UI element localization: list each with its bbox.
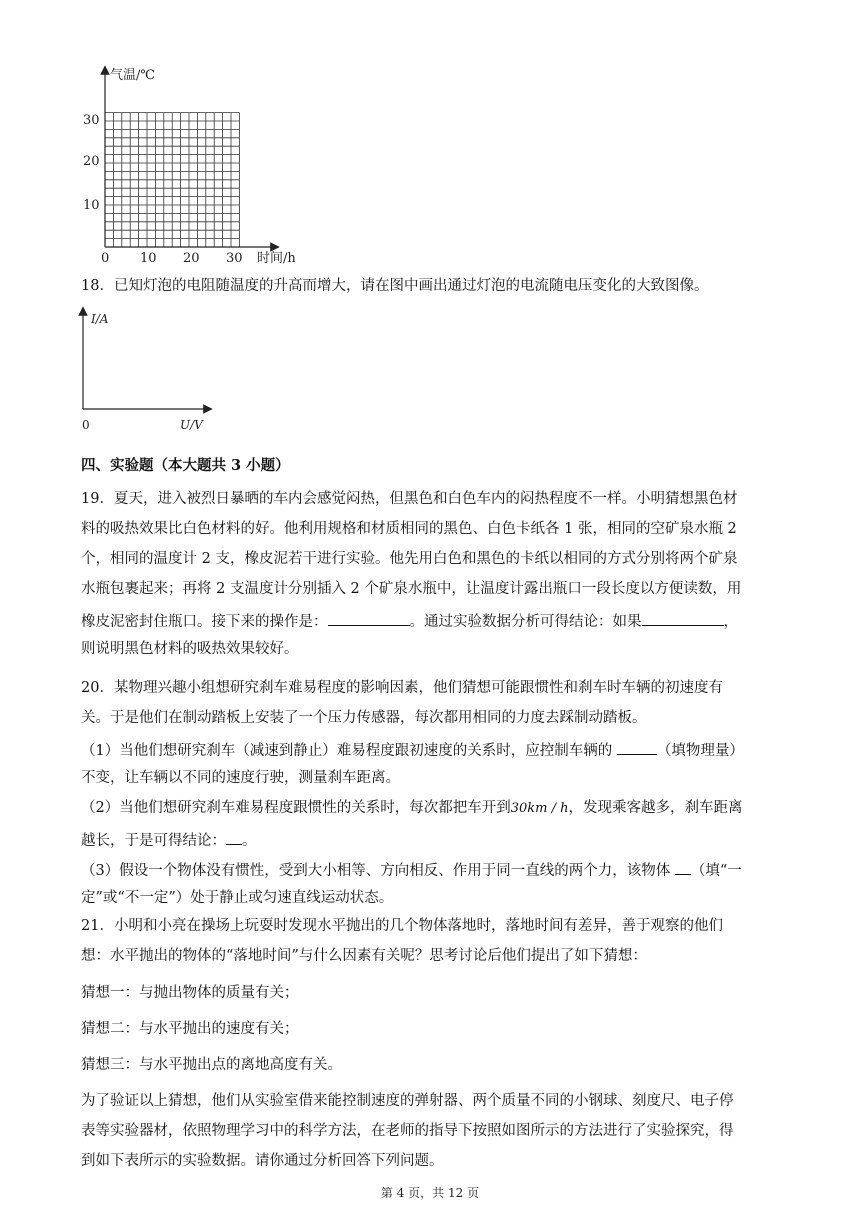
q19-l5c: ， [723,614,738,630]
x-tick-20: 20 [183,251,200,266]
y-tick-20: 20 [83,154,100,169]
answer-blank-conclusion[interactable] [226,828,242,845]
x-axis-label: 时间/h [257,251,296,266]
q20-l3b: （填物理量） [656,743,744,759]
q20-line-2: 关。于是他们在制动踏板上安装了一个压力传感器，每次都用相同的力度去踩制动踏板。 [81,710,647,726]
q21-line-5: 到如下表所示的实验数据。请你通过分析回答下列问题。 [81,1153,444,1169]
q20-l3a: （1）当他们想研究刹车（减速到静止）难易程度跟初速度的关系时，应控制车辆的 [81,743,617,759]
q20-l6a: 越长，于是可得结论： [81,833,226,849]
q20-line-4: 不变，让车辆以不同的速度行驶，测量刹车距离。 [81,770,400,786]
q20-l8a: 定”或“不一定” [81,890,176,906]
u-axis-label: U/V [180,418,203,432]
q19-line-3: 个，相同的温度计 2 支，橡皮泥若干进行实验。他先用白色和黑色的卡纸以相同的方式分别将两个矿泉 [81,551,738,567]
q21-line-2: 想：水平抛出的物体的“落地时间”与什么因素有关呢？思考讨论后他们提出了如下猜想： [81,948,647,964]
q20-line-3 [81,738,744,761]
section-4-title: 四、实验题（本大题共 3 小题） [81,457,290,474]
q19-line-4: 水瓶包裹起来；再将 2 支温度计分别插入 2 个矿泉水瓶中，让温度计露出瓶口一段长度以方便读数，用 [81,581,742,597]
i-axis-label: I/A [91,312,109,326]
q20-l7a: （3）假设一个物体没有惯性，受到大小相等、方向相反、作用于同一直线的两个力，该物体 [81,863,675,879]
q20-line-6 [81,828,257,851]
q21-guess-3: 猜想三：与水平抛出点的离地高度有关。 [81,1057,342,1073]
q19-line-6: 则说明黑色材料的吸热效果较好。 [81,641,299,657]
answer-blank-operation[interactable] [328,609,410,626]
x-tick-0: 0 [101,251,110,266]
q19-line-5 [81,609,738,632]
temperature-time-grid-graph [70,62,296,272]
q19-l5b: 。通过实验数据分析可得结论：如果 [409,614,642,630]
q20-line-8 [81,888,393,908]
q20-line-5 [81,798,743,819]
x-tick-10: 10 [140,251,157,266]
q19-line-2: 料的吸热效果比白色材料的好。他利用规格和材质相同的黑色、白色卡纸各 1 张，相同的空矿泉水瓶 2 [81,521,737,537]
q20-l5b: ，发现乘客越多，刹车距离 [568,800,743,816]
q21-line-3: 为了验证以上猜想，他们从实验室借来能控制速度的弹射器、两个质量不同的小钢球、刻度尺、电子停 [81,1093,734,1109]
q21-guess-1: 猜想一：与抛出物体的质量有关； [81,985,299,1001]
q20-l8b: ）处于静止或匀速直线运动状态。 [175,890,394,906]
q20-l5a: （2）当他们想研究刹车难易程度跟惯性的关系时，每次都把车开到 [81,800,511,816]
q20-line-7 [81,858,742,881]
answer-blank-condition[interactable] [642,609,724,626]
origin-label: 0 [82,418,90,432]
y-axis-label: 气温/℃ [110,68,155,83]
q20-l6b: 。 [242,833,257,849]
answer-blank-quantity[interactable] [617,738,657,755]
q19-l5a: 橡皮泥密封住瓶口。接下来的操作是： [81,614,328,630]
current-voltage-axes [70,305,230,435]
q20-speed: 30km / h [510,801,569,816]
page-footer: 第 4 页，共 12 页 [380,1186,480,1200]
q20-line-1: 20．某物理兴趣小组想研究刹车难易程度的影响因素，他们猜想可能跟惯性和刹车时车辆的初速度有 [81,680,723,696]
answer-blank-state[interactable] [675,858,691,875]
x-tick-30: 30 [226,251,243,266]
q21-guess-2: 猜想二：与水平抛出的速度有关； [81,1021,299,1037]
y-tick-10: 10 [83,198,100,213]
y-tick-30: 30 [83,113,100,128]
q21-line-4: 表等实验器材，依照物理学习中的科学方法，在老师的指导下按照如图所示的方法进行了实验探究，得 [81,1123,734,1139]
q19-line-1: 19．夏天，进入被烈日暴晒的车内会感觉闷热，但黑色和白色车内的闷热程度不一样。小明猜想黑色材 [81,491,738,507]
q21-line-1: 21．小明和小亮在操场上玩耍时发现水平抛出的几个物体落地时，落地时间有差异，善于观察的他们 [81,918,723,934]
q20-l7b: （填“一 [690,863,742,879]
question-18-text: 18．已知灯泡的电阻随温度的升高而增大，请在图中画出通过灯泡的电流随电压变化的大致图像。 [81,278,709,294]
